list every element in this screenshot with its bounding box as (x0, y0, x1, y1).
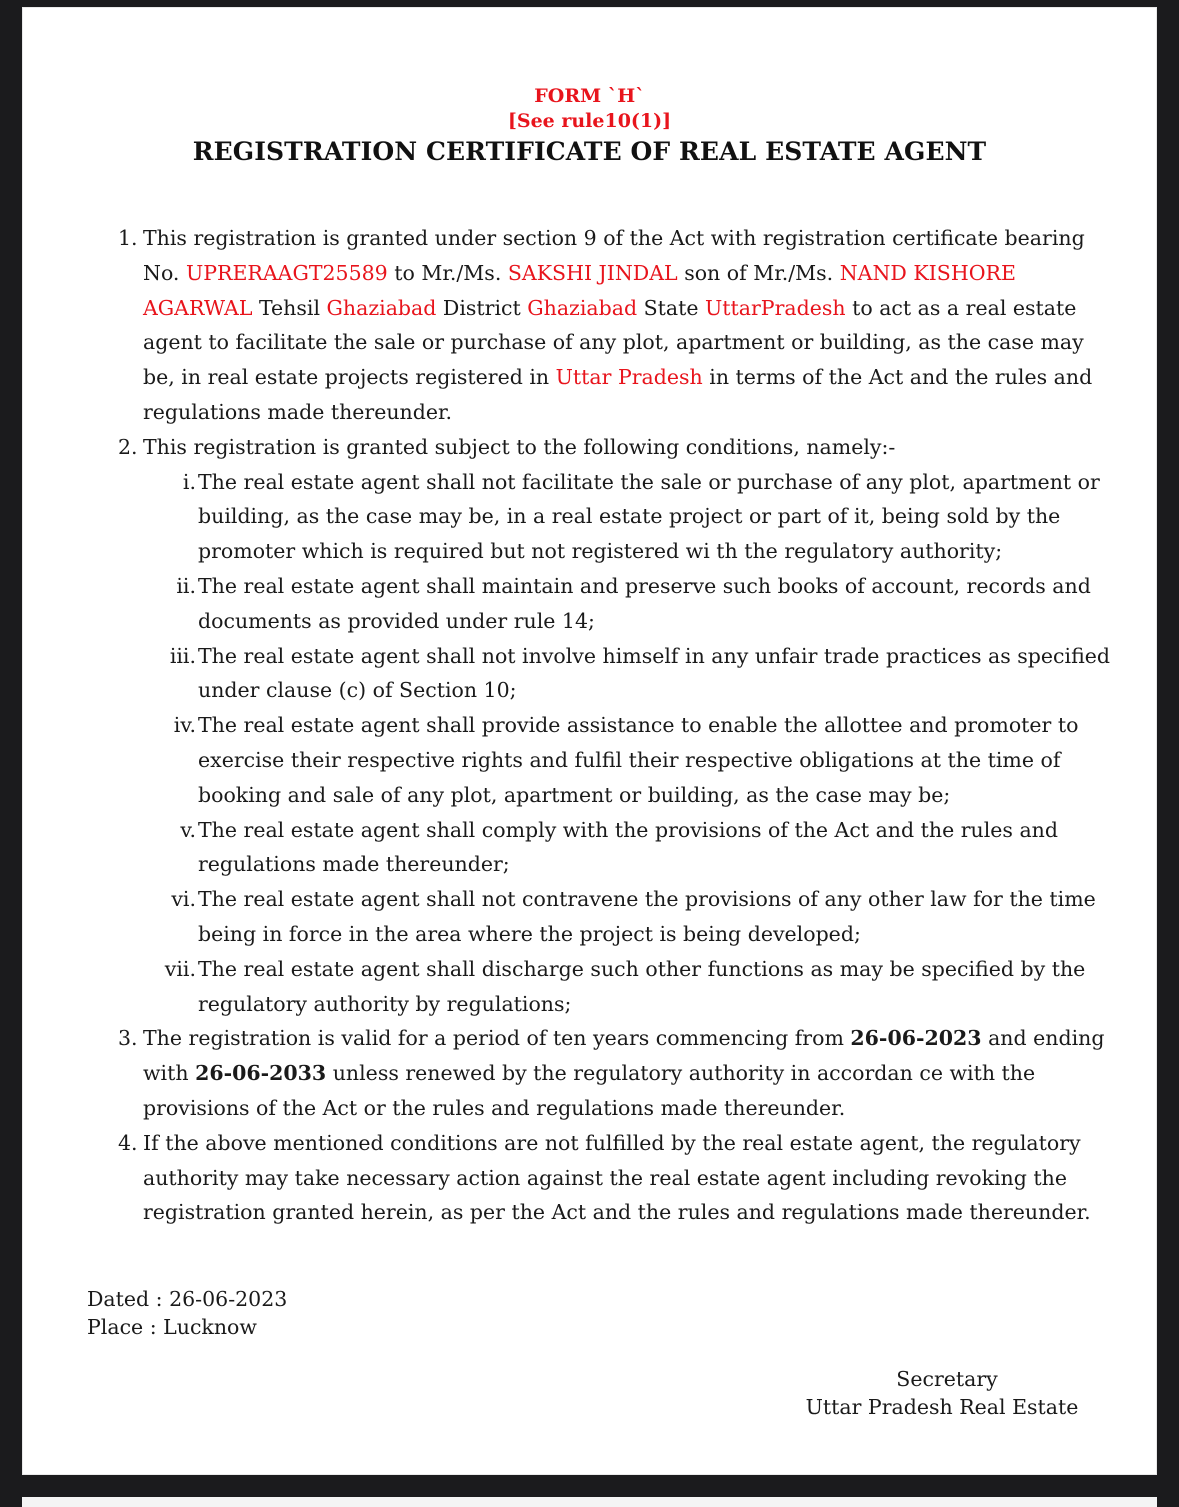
clause-text: If the above mentioned conditions are not fulfilled by the real estate agent, the regulatory authority may take necessary action against the real estate agent including revoking the registration granted herein, as per the Act and the rules and regulations made thereunder. (143, 1130, 1091, 1225)
next-page-edge (22, 1497, 1157, 1507)
clause-text: District (436, 295, 528, 320)
tehsil: Ghaziabad (326, 295, 437, 320)
form-title: FORM `H` (534, 85, 645, 107)
condition-vi (22, 882, 1157, 952)
clause-number: 2. (118, 434, 138, 459)
clause-2 (22, 430, 1157, 465)
clause-text: and ending with (143, 1026, 1105, 1086)
condition-vii (22, 952, 1157, 1022)
project-state: Uttar Pradesh (555, 365, 703, 390)
condition-number: i. (182, 469, 196, 494)
condition-text: The real estate agent shall provide assistance to enable the allottee and promoter to exercise their respective rights and fulfil their respective obligations at the time of booking and sale of any plot, apartment or building, as the case may be; (198, 713, 1079, 807)
signatory-organization: Uttar Pradesh Real Estate (805, 1395, 1079, 1419)
dated: Dated : 26-06-2023 (87, 1287, 288, 1311)
condition-text: The real estate agent shall not involve himself in any unfair trade practices as specified under clause (c) of Section 10; (198, 643, 1111, 703)
district: Ghaziabad (527, 295, 638, 320)
clause-text: son of Mr./Ms. (677, 260, 840, 285)
clause-text: State (637, 295, 706, 320)
clause-text: in terms of the Act and the rules and regulations made thereunder. (143, 365, 1093, 424)
condition-text: The real estate agent shall not facilitate the sale or purchase of any plot, apartment or building, as the case may be, in a real estate project or part of it, being sold by the promoter which is required but not registered wi th the regulatory authority; (198, 469, 1100, 564)
state: UttarPradesh (705, 295, 846, 320)
signatory-block (807, 1365, 1087, 1421)
issue-details (87, 1285, 287, 1341)
condition-v (22, 813, 1157, 883)
place: Place : Lucknow (87, 1315, 257, 1339)
certificate-title: REGISTRATION CERTIFICATE OF REAL ESTATE AGENT (192, 137, 987, 166)
clause-4 (22, 1126, 1157, 1230)
registration-number: UPRERAAGT25589 (185, 260, 388, 285)
condition-number: vii. (164, 956, 196, 981)
clause-text: Tehsil (252, 295, 327, 320)
clause-text: This registration is granted subject to the following conditions, namely:- (143, 434, 896, 459)
clause-3 (22, 1021, 1157, 1125)
condition-ii (22, 569, 1157, 639)
document-page (22, 7, 1157, 1475)
condition-number: iii. (169, 643, 196, 668)
validity-start-date: 26-06-2023 (850, 1026, 982, 1051)
condition-number: v. (180, 817, 196, 842)
signatory-title: Secretary (896, 1367, 998, 1391)
clause-text: to Mr./Ms. (387, 260, 508, 285)
clause-number: 3. (118, 1026, 138, 1051)
clause-1 (22, 221, 1157, 430)
clause-number: 4. (118, 1130, 138, 1155)
clause-text: The registration is valid for a period of ten years commencing from (143, 1026, 851, 1051)
condition-text: The real estate agent shall discharge such other functions as may be specified by the regulatory authority by regulations; (198, 956, 1086, 1016)
condition-number: vi. (171, 887, 196, 912)
clause-text: This registration is granted under section 9 of the Act with registration certificate bearing No. (143, 226, 1085, 285)
clause-text: to act as a real estate agent to facilitate the sale or purchase of any plot, apartment or building, as the case may be, in real estate projects registered in (143, 295, 1084, 390)
condition-i (22, 465, 1157, 569)
father-name: NAND KISHORE AGARWAL (143, 260, 1016, 320)
certificate-body (22, 221, 1157, 1230)
rule-reference: [See rule10(1)] (507, 110, 672, 132)
validity-end-date: 26-06-2033 (195, 1061, 327, 1086)
condition-text: The real estate agent shall maintain and preserve such books of account, records and documents as provided under rule 14; (198, 573, 1091, 633)
clause-number: 1. (118, 226, 138, 250)
condition-iii (22, 639, 1157, 709)
condition-text: The real estate agent shall not contravene the provisions of any other law for the time being in force in the area where the project is being developed; (198, 887, 1096, 946)
condition-number: iv. (173, 713, 196, 738)
condition-number: ii. (176, 573, 196, 598)
condition-text: The real estate agent shall comply with the provisions of the Act and the rules and regulations made thereunder; (198, 817, 1059, 877)
condition-iv (22, 708, 1157, 812)
clause-text: unless renewed by the regulatory authority in accordan ce with the provisions of the Act or the rules and regulations made thereunder. (143, 1061, 1036, 1120)
agent-name: SAKSHI JINDAL (507, 260, 678, 285)
